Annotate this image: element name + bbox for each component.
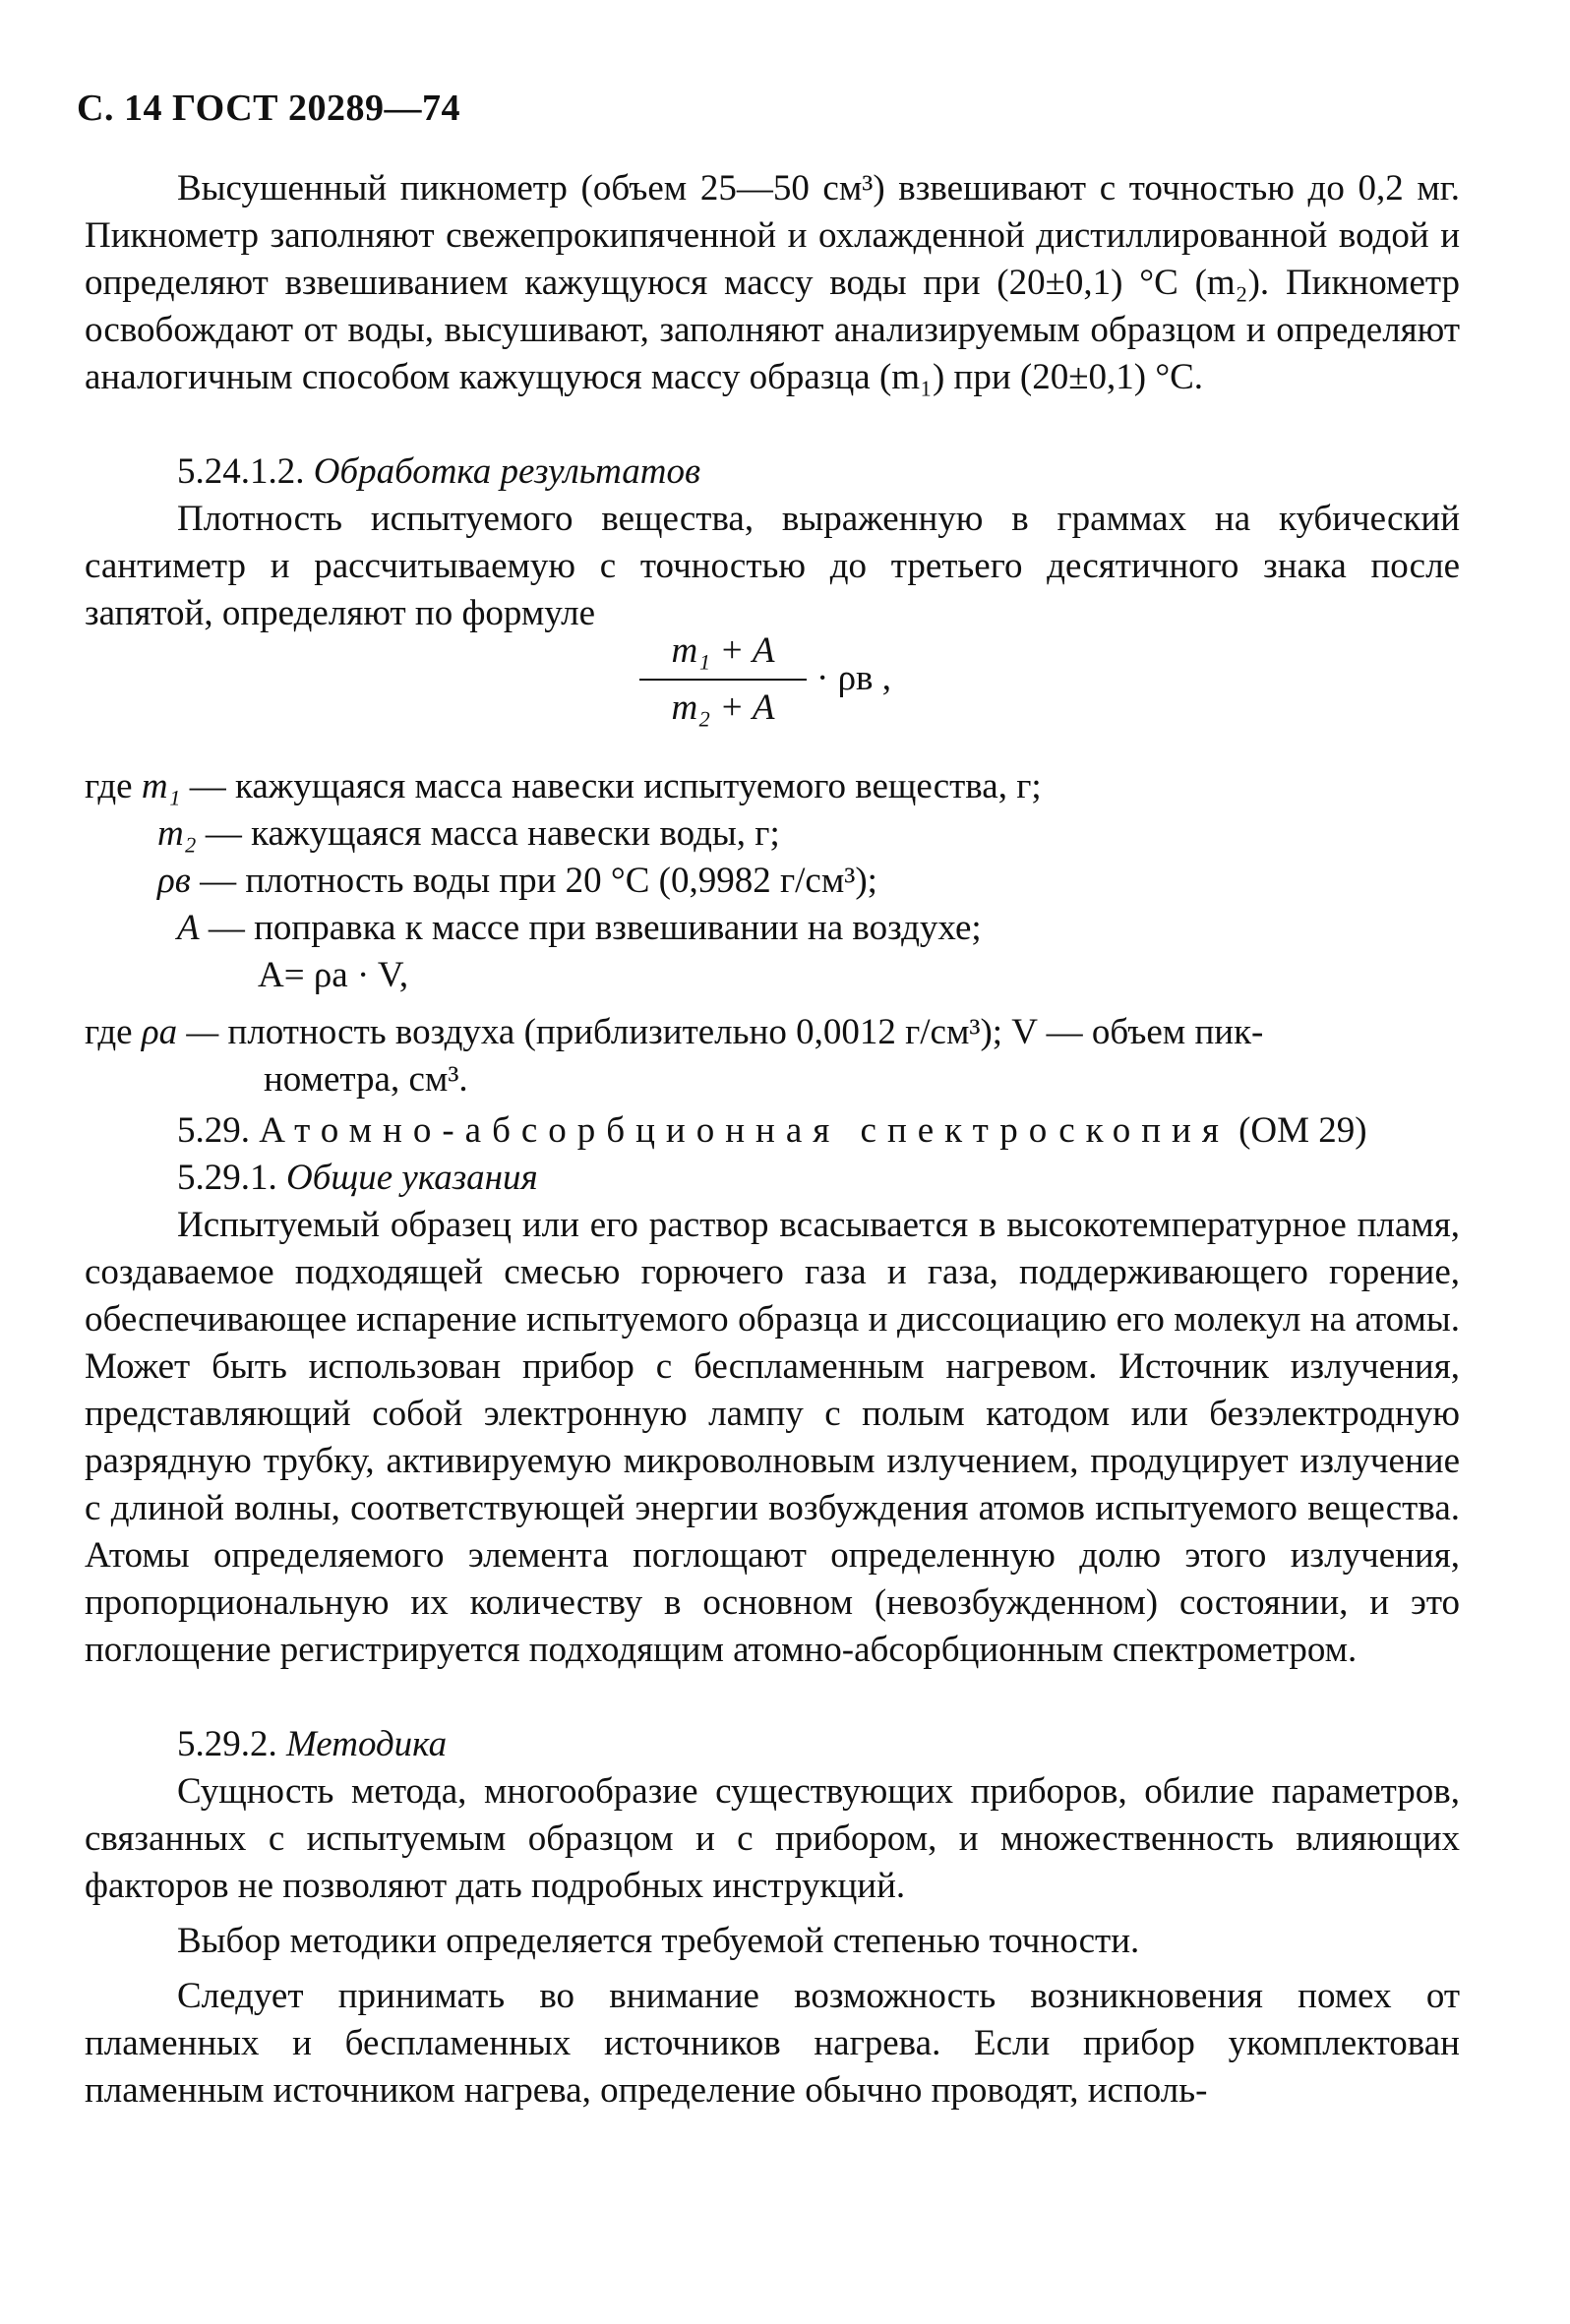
page-header: С. 14 ГОСТ 20289—74 — [77, 88, 460, 129]
definition-m1 — [85, 763, 1042, 810]
section-5-29-heading — [177, 1107, 1367, 1155]
definition-text: — поправка к массе при взвешивании на воздухе; — [208, 908, 982, 948]
definition-text: плотность воздуха (приблизительно 0,0012 г/см³); V — объем пик- — [227, 1012, 1264, 1052]
formula-multiplier: · ρв , — [816, 658, 892, 698]
section-title: Обработка результатов — [313, 451, 701, 492]
definition-m2 — [157, 810, 780, 858]
section-title: Атомно-абсорбционная спектроскопия — [259, 1110, 1230, 1151]
section-5-29-2-heading — [177, 1721, 447, 1768]
definition-text: — кажущаяся масса навески воды, г; — [205, 813, 780, 854]
section-5-24-1-2-heading — [177, 448, 700, 496]
fraction-bar — [639, 679, 807, 681]
section-number: 5.29.1. — [177, 1158, 277, 1198]
section-5-29-1-body: Испытуемый образец или его раствор всасывается в высокотемпературное пламя, создаваемое подходящей смесью горючего газа и газа, поддерживающего горение, обеспечивающее испарение испытуемого образца и диссоциацию его молекул на атомы. Может быть использован прибор с беспламенным нагревом. Источник излучения, представляющий собой электронную лампу с полым катодом или безэлектродную разрядную трубку, активируемую микроволновым излучением, продуцирует излучение с длиной волны, соответствующей энергии возбуждения атомов испытуемого вещества. Атомы определяемого элемента поглощают определенную долю этого излучения, пропорциональную их количеству в основном (невозбужденном) состоянии, и это поглощение регистрируется подходящим атомно-абсорбционным спектрометром. — [85, 1205, 1460, 1670]
a-formula: A= ρa · V, — [258, 955, 409, 995]
section-5-29-2-paragraph-1: Сущность метода, многообразие существующих приборов, обилие параметров, связанных с испытуемым образцом и с прибором, и множественность влияющих факторов не позволяют дать подробных инструкций. — [85, 1771, 1460, 1906]
section-title: Общие указания — [286, 1158, 538, 1198]
definition-text: — плотность воды при 20 °С (0,9982 г/см³); — [200, 861, 877, 901]
definition-rho-v — [157, 858, 877, 905]
definition-prefix: где — [85, 1012, 133, 1052]
definition-symbol: ρa — — [141, 1012, 219, 1052]
definition-a — [177, 905, 982, 952]
intro-paragraph: Высушенный пикнометр (объем 25—50 см³) взвешивают с точностью до 0,2 мг. Пикнометр заполняют свежепрокипяченной и охлажденной дистиллированной водой и определяют взвешиванием кажущуюся массу воды при (20±0,1) °С (m₂). Пикнометр освобождают от воды, высушивают, заполняют анализируемым образцом и определяют аналогичным способом кажущуюся массу образца (m₁) при (20±0,1) °С. — [85, 168, 1460, 397]
section-5-29-2-paragraph-3: Следует принимать во внимание возможность возникновения помех от пламенных и беспламенных источников нагрева. Если прибор укомплектован пламенным источником нагрева, определение обычно проводят, исполь- — [85, 1976, 1460, 2111]
definition-symbol: m₂ — [157, 813, 197, 854]
section-5-29-1-heading — [177, 1155, 538, 1202]
definition-prefix: где — [85, 766, 133, 806]
section-number: 5.29.2. — [177, 1724, 277, 1764]
definition-text: — кажущаяся масса навески испытуемого вещества, г; — [189, 766, 1042, 806]
formula-denominator: m₂ + A — [671, 687, 775, 728]
formula-numerator: m₁ + A — [671, 630, 775, 671]
definition-symbol: m₁ — [141, 766, 181, 806]
section-number: 5.24.1.2. — [177, 451, 305, 492]
section-code: (ОМ 29) — [1238, 1110, 1367, 1151]
section-title: Методика — [286, 1724, 448, 1764]
section-5-24-1-2-body: Плотность испытуемого вещества, выраженную в граммах на кубический сантиметр и рассчитываемую с точностью до третьего десятичного знака после запятой, определяют по формуле — [85, 499, 1460, 633]
definition-rho-a — [85, 1009, 1263, 1056]
definition-symbol: ρв — [157, 861, 191, 901]
definition-symbol: A — [177, 908, 200, 948]
section-number: 5.29. — [177, 1110, 250, 1151]
definition-rho-a-cont: нометра, см³. — [264, 1059, 468, 1100]
section-5-29-2-paragraph-2: Выбор методики определяется требуемой степенью точности. — [177, 1921, 1140, 1961]
